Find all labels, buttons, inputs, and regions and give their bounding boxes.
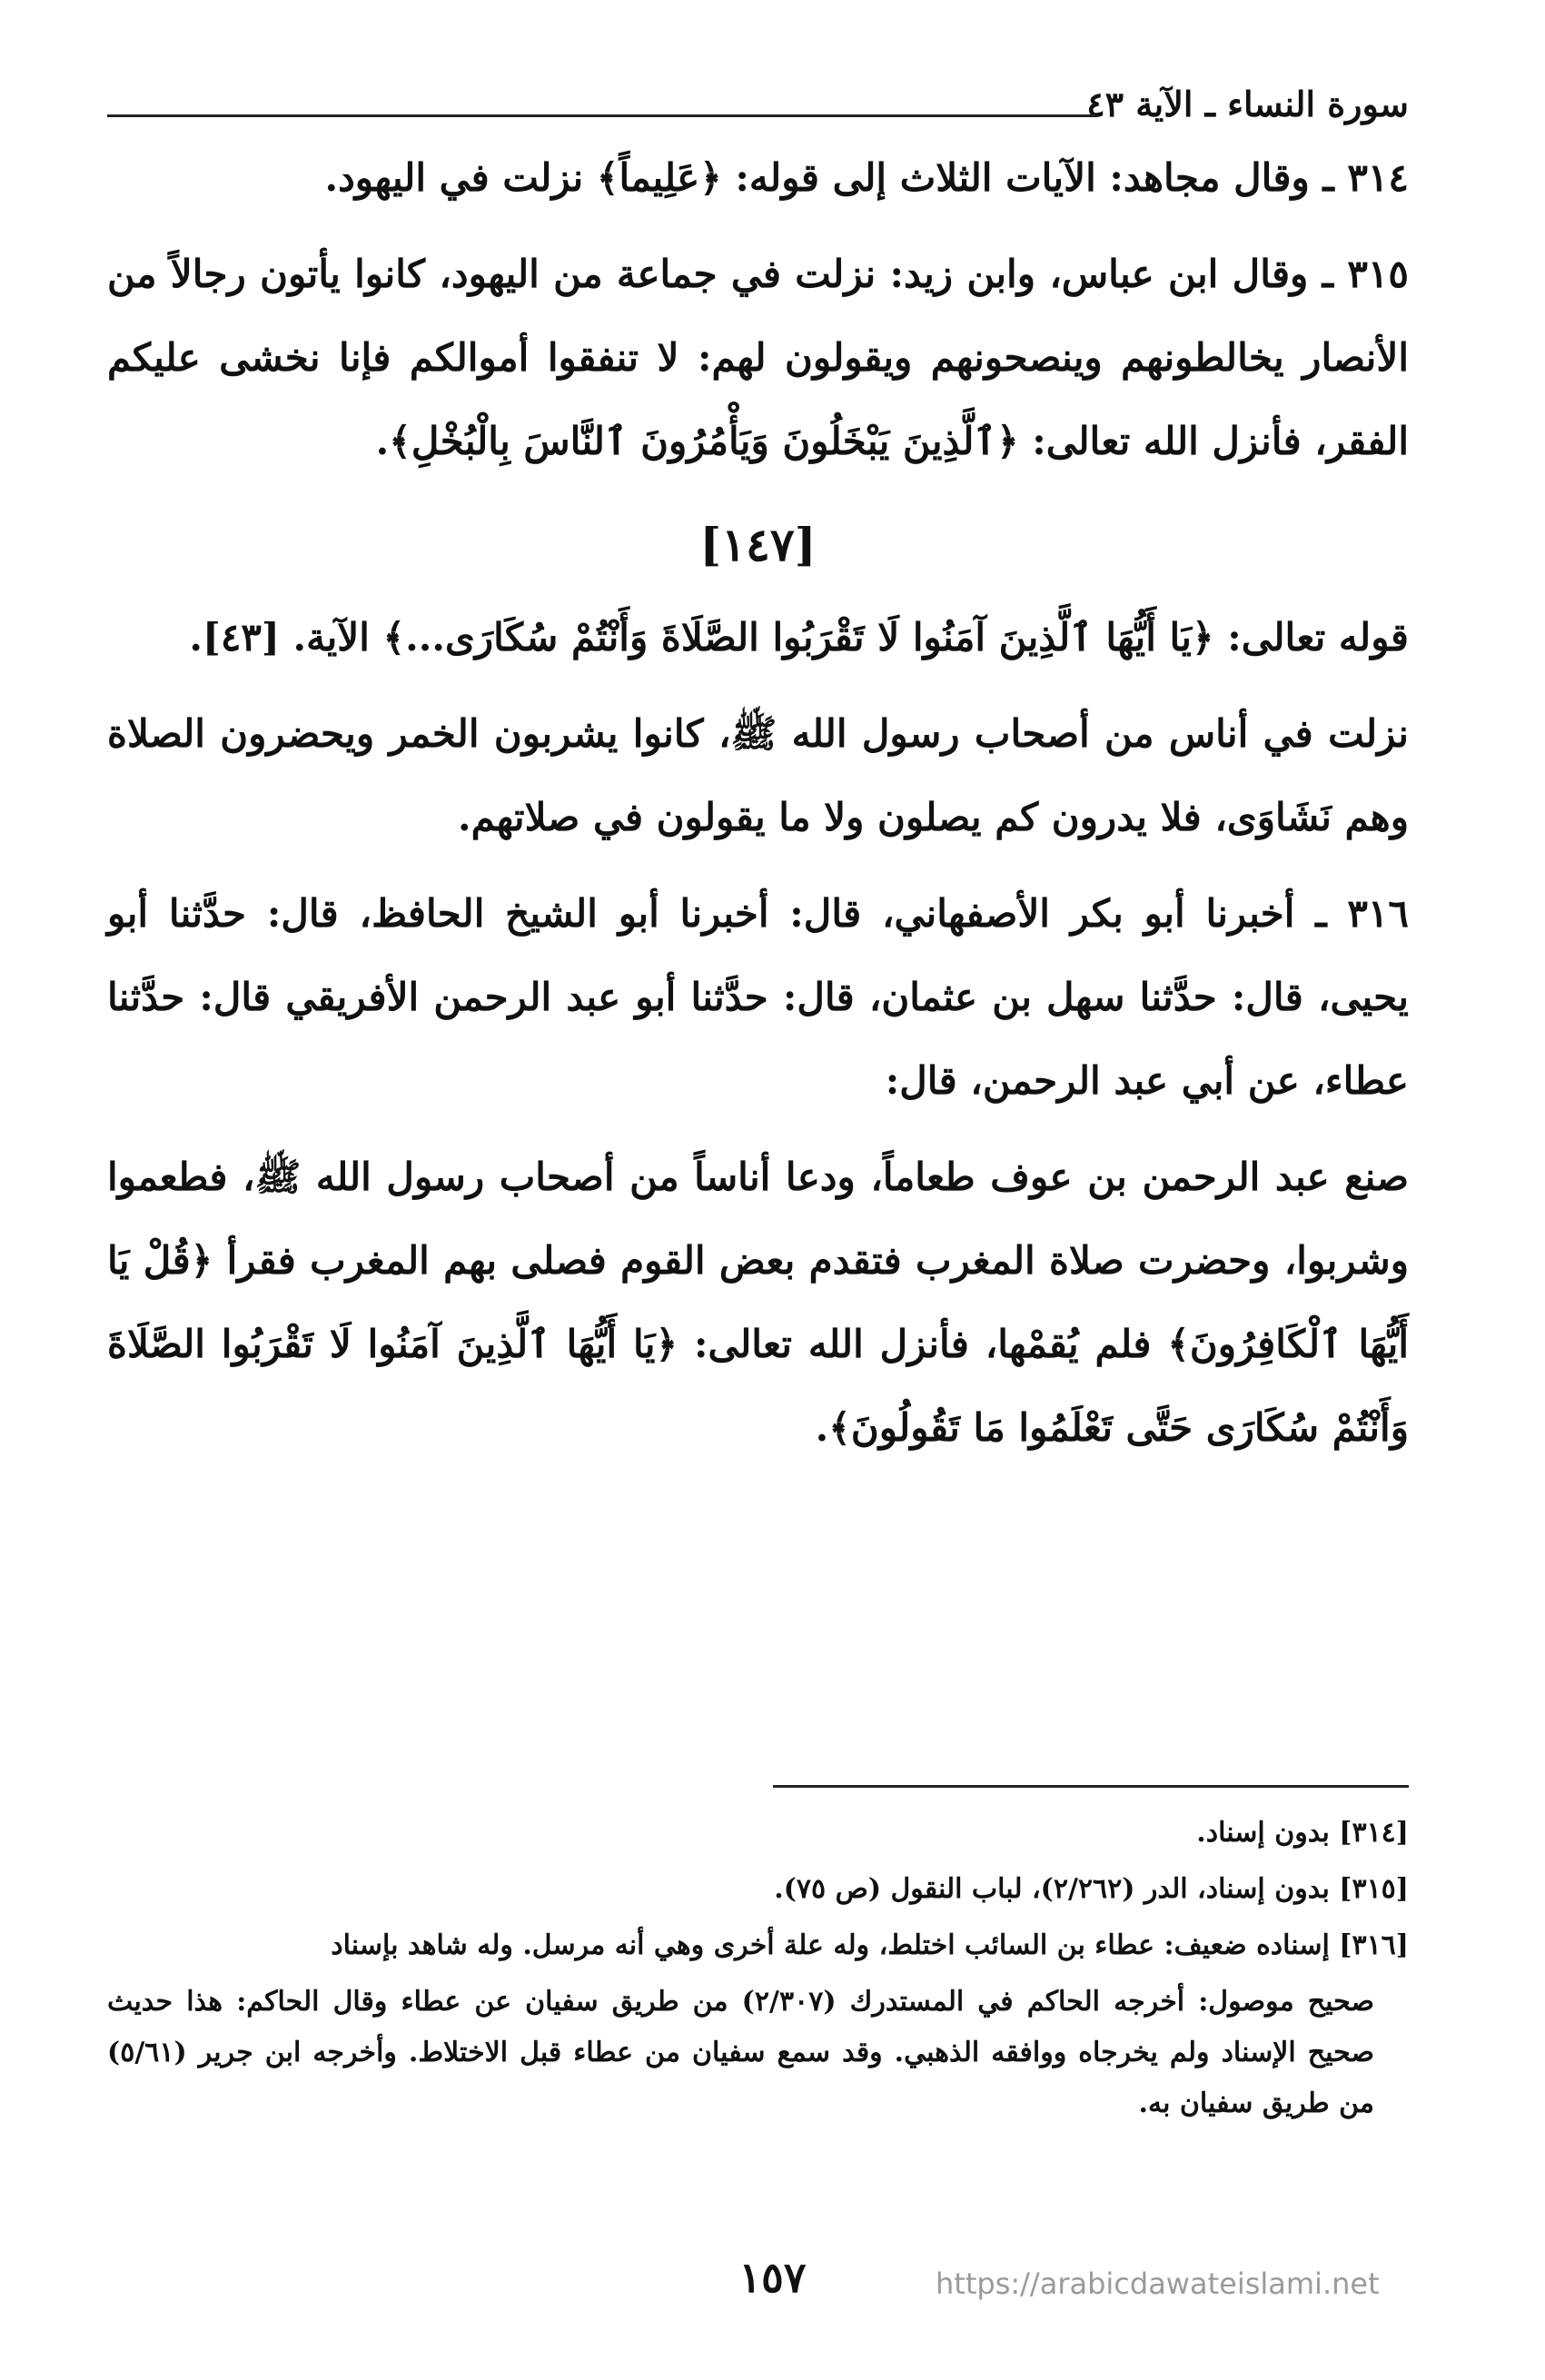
footnote-rule: [773, 1785, 1409, 1788]
paragraph-314: ٣١٤ ـ وقال مجاهد: الآيات الثلاث إلى قوله: ﴿عَلِيماً﴾ نزلت في اليهود.: [324, 155, 1409, 200]
paragraph-story: صنع عبد الرحمن بن عوف طعاماً، ودعا أناساً من أصحاب رسول الله ﷺ، فطعموا وشربوا، وحضرت صلاة المغرب فتقدم بعض القوم فصلى بهم المغرب فقرأ ﴿قُلْ يَا أَيُّهَا ٱلْكَافِرُونَ﴾ فلم يُقمْها، فأنزل الله تعالى: ﴿يَا أَيُّهَا ٱلَّذِينَ آمَنُوا لَا تَقْرَبُوا الصَّلَاةَ وَأَنْتُمْ سُكَارَى حَتَّى تَعْلَمُوا مَا تَقُولُونَ﴾.: [107, 1155, 1409, 1450]
footnote-316: [٣١٦] إسناده ضعيف: عطاء بن السائب اختلط، وله علة أخرى وهي أنه مرسل. وله شاهد بإسناد: [331, 1929, 1409, 1961]
header-rule: [107, 114, 1095, 117]
footnote-316-continued: صحيح موصول: أخرجه الحاكم في المستدرك (٢/٣٠٧) من طريق سفيان عن عطاء وقال الحاكم: هذا حديث صحيح الإسناد ولم يخرجاه ووافقه الذهبي. وقد سمع سفيان من عطاء قبل الاختلاط. وأخرجه ابن جرير (٥/٦١) من طريق سفيان به.: [107, 1986, 1374, 2119]
main-text: [107, 136, 1409, 1483]
watermark-url: https://arabicdawateislami.net: [936, 2266, 1380, 2301]
page-number: ١٥٧: [738, 2253, 807, 2302]
paragraph-reason: نزلت في أناس من أصحاب رسول الله ﷺ، كانوا يشربون الخمر ويحضرون الصلاة وهم نَشَاوَى، فلا يدرون كم يصلون ولا ما يقولون في صلاتهم.: [107, 711, 1409, 839]
header-title: سورة النساء ـ الآية ٤٣: [1086, 84, 1409, 124]
footnote-315: [٣١٥] بدون إسناد، الدر (٢/٢٦٢)، لباب النقول (ص ٧٥).: [774, 1873, 1409, 1905]
paragraph-315: ٣١٥ ـ وقال ابن عباس، وابن زيد: نزلت في جماعة من اليهود، كانوا يأتون رجالاً من الأنصار يخالطونهم وينصحونهم ويقولون لهم: لا تنفقوا أموالكم فإنا نخشى عليكم الفقر، فأنزل الله تعالى: ﴿ٱلَّذِينَ يَبْخَلُونَ وَيَأْمُرُونَ ٱلنَّاسَ بِالْبُخْلِ﴾.: [107, 252, 1409, 463]
section-number: [١٤٧]: [699, 518, 817, 571]
footnote-314: [٣١٤] بدون إسناد.: [1196, 1817, 1409, 1849]
footnotes: [107, 1808, 1409, 2135]
paragraph-316: ٣١٦ ـ أخبرنا أبو بكر الأصفهاني، قال: أخبرنا أبو الشيخ الحافظ، قال: حدَّثنا أبو يحيى، قال: حدَّثنا سهل بن عثمان، قال: حدَّثنا أبو عبد الرحمن الأفريقي قال: حدَّثنا عطاء، عن أبي عبد الرحمن، قال:: [107, 891, 1409, 1103]
verse-intro: قوله تعالى: ﴿يَا أَيُّهَا ٱلَّذِينَ آمَنُوا لَا تَقْرَبُوا الصَّلَاةَ وَأَنْتُمْ سُكَارَى...﴾ الآية. [٤٣].: [189, 615, 1409, 659]
running-header: [107, 84, 1409, 129]
